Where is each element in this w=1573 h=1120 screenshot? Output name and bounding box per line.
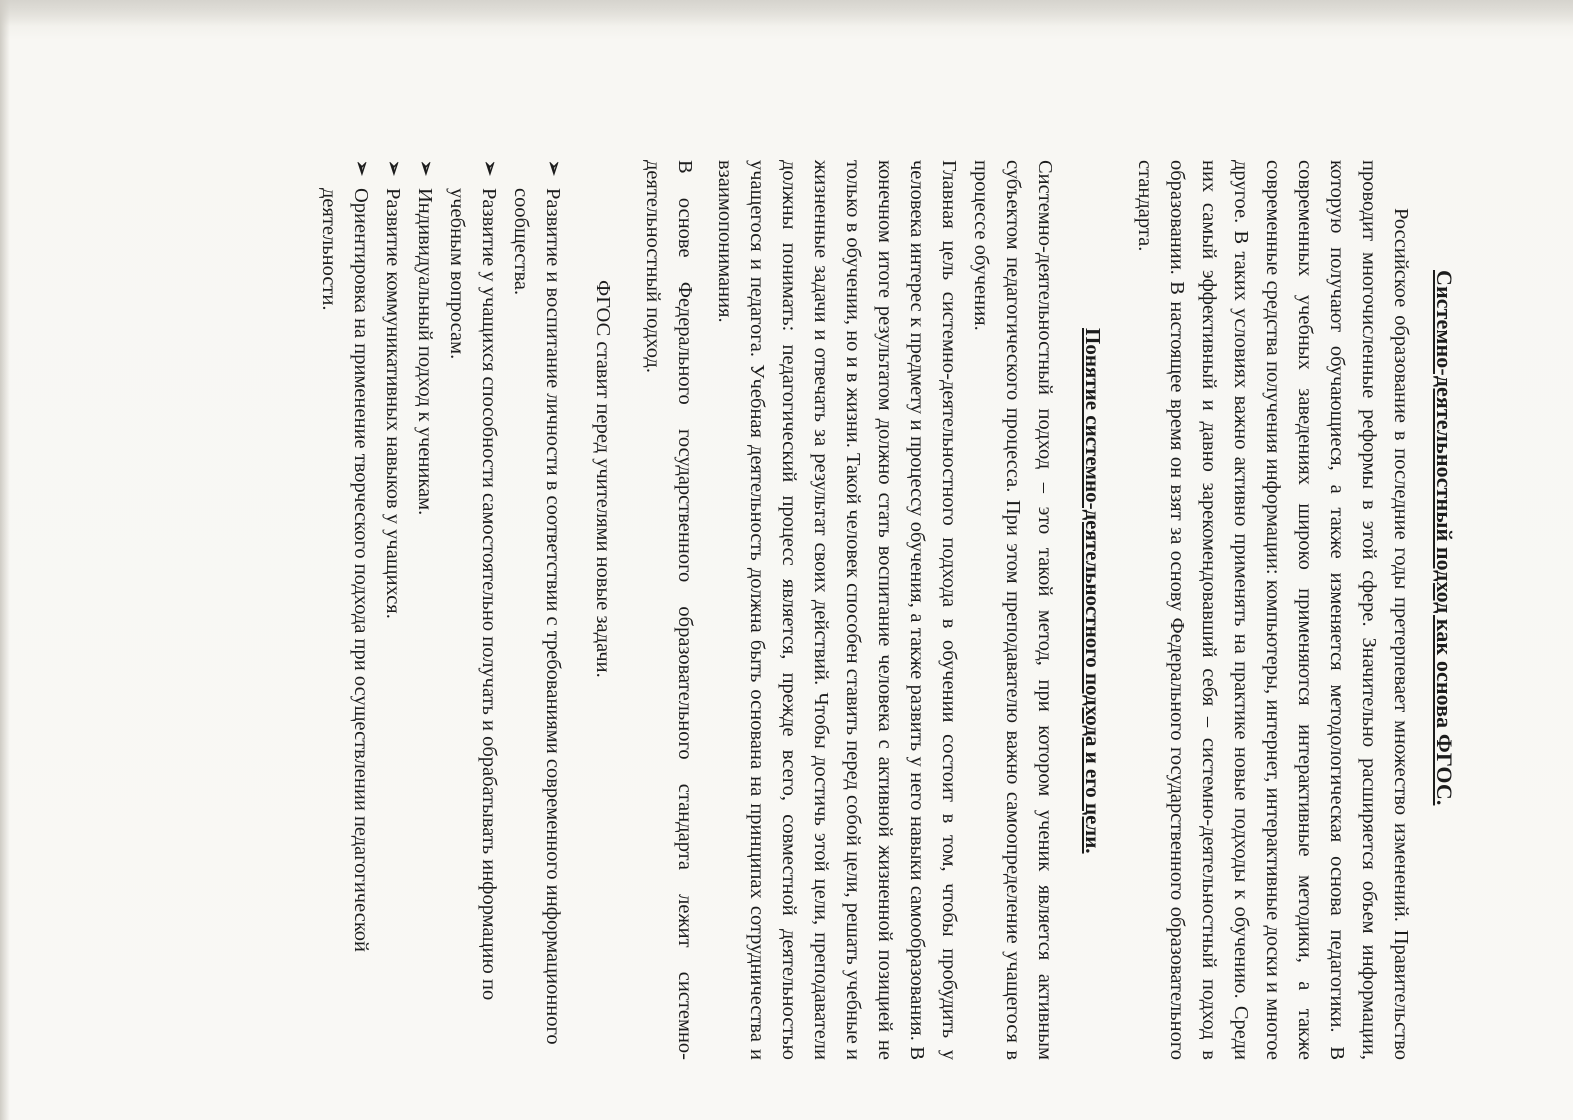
page-shadow-left: [0, 0, 10, 1120]
tasks-list: [313, 160, 569, 1060]
list-item: [441, 160, 505, 1060]
list-item-text: Развитие коммуникативных навыков у учащихся.: [382, 188, 404, 619]
arrow-bullet-icon: ➢: [351, 160, 372, 176]
page-shadow-top: [0, 0, 1573, 26]
paragraph-gap: [701, 160, 709, 1060]
list-item: [409, 160, 441, 1060]
arrow-bullet-icon: ➢: [415, 160, 436, 176]
list-item-text: Индивидуальный подход к ученикам.: [414, 188, 436, 516]
basis-paragraph: В основе Федерального государственного образовательного стандарта лежит системно-деятельностный подход.: [642, 160, 696, 1060]
rotated-document-body: [170, 160, 1460, 1060]
arrow-bullet-icon: ➢: [383, 160, 404, 176]
list-item-text: Развитие у учащихся способности самостоятельно получать и обрабатывать информацию по учебным вопросам.: [446, 188, 500, 1001]
definition-paragraph: Системно-деятельностный подход – это такой метод, при котором ученик является активным субъектом педагогического процесса. При этом преподавателю важно самоопределение учащегося в процессе обучения.: [970, 160, 1056, 1060]
arrow-bullet-icon: ➢: [479, 160, 500, 176]
list-item: [377, 160, 409, 1060]
document-title: Системно-деятельностный подход как основа ФГОС.: [1432, 270, 1457, 806]
list-item: [505, 160, 569, 1060]
list-item-text: Развитие и воспитание личности в соответствии с требованиями современного информационного сообщества.: [510, 188, 564, 1045]
arrow-bullet-icon: ➢: [543, 160, 564, 176]
tasks-lead-in: ФГОС ставит перед учителями новые задачи.: [592, 280, 614, 678]
goal-paragraph: Главная цель системно-деятельностного подхода в обучении состоит в том, чтобы пробудить у человека интерес к предмету и процессу обучения, а также развить у него навыки самообразования. В конечном итоге результатом должно стать воспитание человека с активной жизненной позицией не только в обучении, но и в жизни. Такой человек способен ставить перед собой цели, решать учебные и жизненные задачи и отвечать за результат своих действий. Чтобы достичь этой цели, преподаватели должны понимать: педагогический процесс является, прежде всего, совместной деятельностью учащегося и педагога. Учебная деятельность должна быть основана на принципах сотрудничества и взаимопонимания.: [714, 160, 960, 1060]
intro-paragraph: Российское образование в последние годы претерпевает множество изменений. Правительство проводит многочисленные реформы в этой сфере. Значительно расширяется объем информации, которую получают обучающиеся, а также изменяется методологическая основа педагогики. В современных учебных заведениях широко применяются интерактивные методики, а также современные средства получения информации: компьютеры, интернет, интерактивные доски и многое другое. В таких условиях важно активно применять на практике новые подходы к обучению. Среди них самый эффективный и давно зарекомендовавший себя – системно-деятельностный подход в образовании. В настоящее время он взят за основу Федерального государственного образовательного стандарта.: [1134, 160, 1412, 1060]
section-heading: Понятие системно-деятельностного подхода и его цели.: [1081, 328, 1105, 854]
list-item: [313, 160, 377, 1060]
list-item-text: Ориентировка на применение творческого подхода при осуществлении педагогической деятельности.: [318, 188, 372, 952]
